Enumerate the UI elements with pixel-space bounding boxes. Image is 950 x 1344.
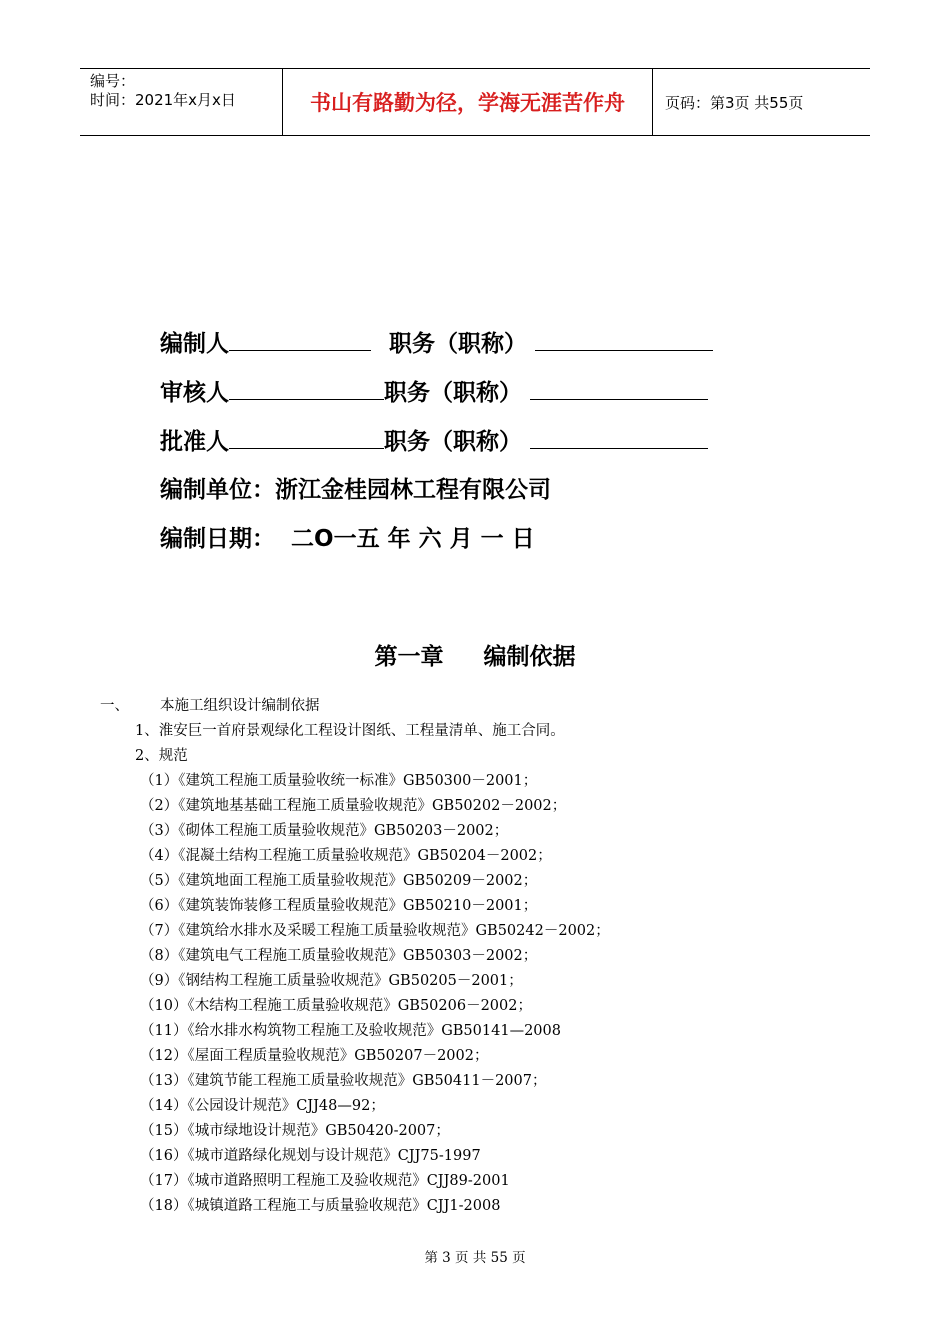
basis-item-1: 1、淮安巨一首府景观绿化工程设计图纸、工程量清单、施工合同。: [135, 723, 565, 739]
standard-item: （4）《混凝土结构工程施工质量验收规范》GB50204－2002；: [140, 848, 552, 864]
standard-item: （16）《城市道路绿化规划与设计规范》CJJ75-1997: [140, 1148, 481, 1164]
standard-item: （17）《城市道路照明工程施工及验收规范》CJJ89-2001: [140, 1173, 510, 1189]
chapter-heading: [0, 638, 950, 671]
approver-position-label: 职务（职称）: [384, 429, 522, 455]
standard-item: （2）《建筑地基基础工程施工质量验收规范》GB50202－2002；: [140, 798, 567, 814]
reviewer-position-blank-line: [530, 375, 708, 400]
standard-item: （10）《木结构工程施工质量验收规范》GB50206－2002；: [140, 998, 532, 1014]
basis-item-2: 2、规范: [135, 748, 188, 764]
document-number-label: 编号：: [90, 72, 136, 90]
section-marker: 一、: [100, 698, 129, 714]
header-page-info: 页码：第3页 共55页: [665, 93, 804, 112]
standard-item: （6）《建筑装饰装修工程质量验收规范》GB50210－2001；: [140, 898, 538, 914]
standard-item: （3）《砌体工程施工质量验收规范》GB50203－2002；: [140, 823, 509, 839]
standard-item: （11）《给水排水构筑物工程施工及验收规范》GB50141—2008: [140, 1023, 561, 1039]
page-header: [80, 68, 870, 136]
section-title: 本施工组织设计编制依据: [160, 698, 320, 714]
standard-item: （12）《屋面工程质量验收规范》GB50207－2002；: [140, 1048, 489, 1064]
standard-item: （5）《建筑地面工程施工质量验收规范》GB50209－2002；: [140, 873, 538, 889]
approver-blank-line: [229, 424, 384, 449]
reviewer-position-label: 职务（职称）: [384, 380, 522, 406]
page-footer: 第 3 页 共 55 页: [424, 1250, 526, 1266]
reviewer-label: 审核人: [160, 380, 229, 406]
approver-label: 批准人: [160, 429, 229, 455]
standard-item: （7）《建筑给水排水及采暖工程施工质量验收规范》GB50242－2002；: [140, 923, 610, 939]
standard-item: （8）《建筑电气工程施工质量验收规范》GB50303－2002；: [140, 948, 538, 964]
compiling-date: 编制日期： 二O一五 年 六 月 一 日: [160, 526, 535, 552]
approver-row: [160, 424, 708, 456]
compiler-position-label: 职务（职称）: [389, 331, 528, 357]
compiler-row: [160, 326, 713, 358]
compiling-unit: 编制单位：浙江金桂园林工程有限公司: [160, 477, 551, 503]
compiler-blank-line: [229, 326, 371, 351]
compiler-position-blank-line: [535, 326, 713, 351]
compiler-label: 编制人: [160, 331, 229, 357]
document-time-label: 时间：2021年x月x日: [90, 91, 236, 109]
chapter-number: 第一章: [374, 644, 444, 670]
reviewer-blank-line: [229, 375, 384, 400]
standard-item: （1）《建筑工程施工质量验收统一标准》GB50300－2001；: [140, 773, 538, 789]
header-motto: 书山有路勤为径，学海无涯苦作舟: [283, 69, 653, 135]
standard-item: （15）《城市绿地设计规范》GB50420-2007；: [140, 1123, 450, 1139]
chapter-title: 编制依据: [483, 644, 576, 670]
standard-item: （14）《公园设计规范》CJJ48—92；: [140, 1098, 385, 1114]
approver-position-blank-line: [530, 424, 708, 449]
standard-item: （9）《钢结构工程施工质量验收规范》GB50205－2001；: [140, 973, 523, 989]
standard-item: （18）《城镇道路工程施工与质量验收规范》CJJ1-2008: [140, 1198, 501, 1214]
reviewer-row: [160, 375, 708, 407]
standard-item: （13）《建筑节能工程施工质量验收规范》GB50411－2007；: [140, 1073, 547, 1089]
header-left-cell: [80, 69, 283, 135]
